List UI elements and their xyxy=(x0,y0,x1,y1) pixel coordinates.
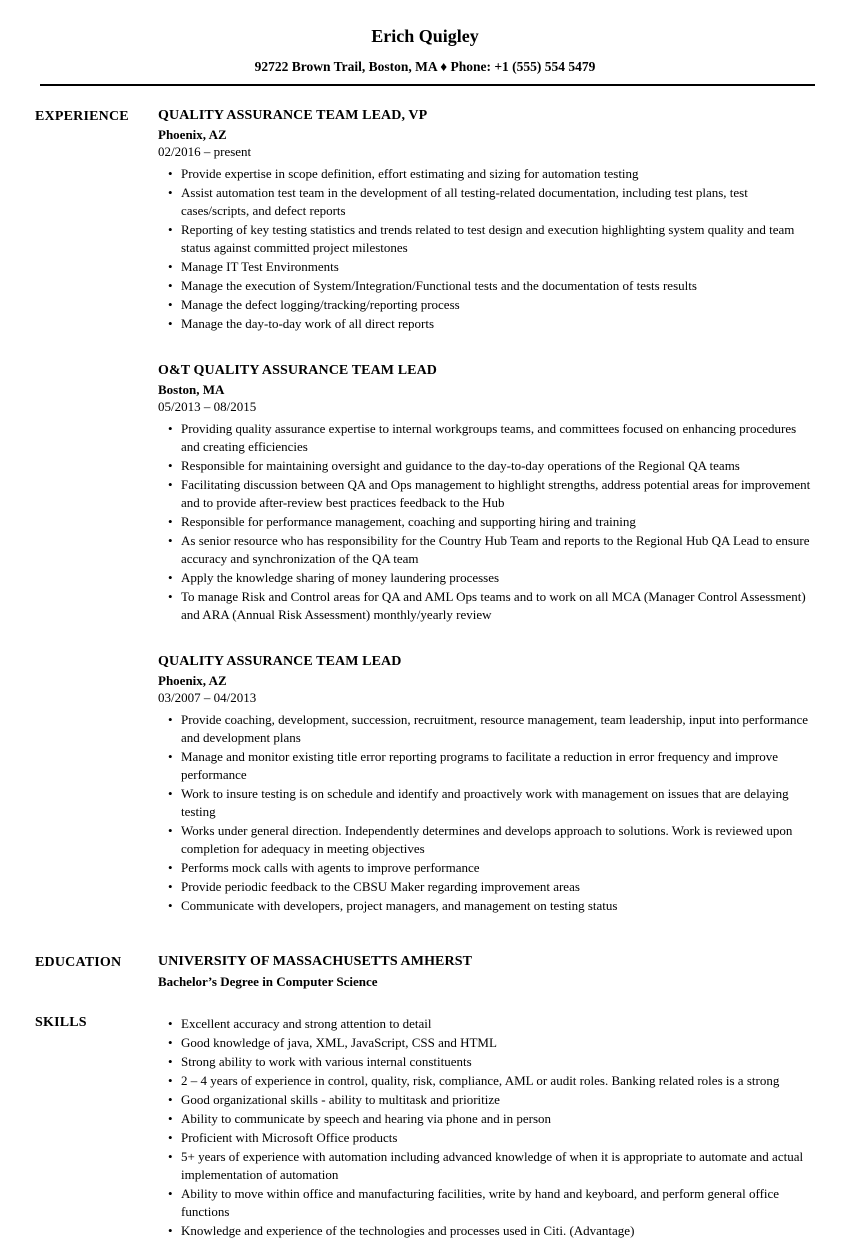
list-item: • To manage Risk and Control areas for QA and AML Ops teams and to work on all MCA (Manager Control Assessment) and ARA (Annual Risk Assessment) monthly/yearly review xyxy=(181,588,815,624)
list-item: • Work to insure testing is on schedule and identify and proactively work with management on issues that are delaying testing xyxy=(181,785,815,821)
job-dates: 05/2013 – 08/2015 xyxy=(158,399,257,414)
list-item: • Responsible for performance management, coaching and supporting hiring and training xyxy=(181,513,815,531)
school-name: UNIVERSITY OF MASSACHUSETTS AMHERST xyxy=(158,954,473,969)
job-bullet-list xyxy=(158,165,815,333)
list-item: • 2 – 4 years of experience in control, quality, risk, compliance, AML or audit roles. Banking related roles is a strong xyxy=(181,1072,815,1090)
resume-header xyxy=(35,22,815,75)
skills-body xyxy=(158,1014,815,1241)
list-item: • Strong ability to work with various internal constituents xyxy=(181,1053,815,1071)
section-experience xyxy=(35,108,815,916)
list-item: • Ability to communicate by speech and hearing via phone and in person xyxy=(181,1110,815,1128)
education-body xyxy=(158,954,815,990)
list-item: • Manage the execution of System/Integration/Functional tests and the documentation of tests results xyxy=(181,277,815,295)
list-item: • Good knowledge of java, XML, JavaScript, CSS and HTML xyxy=(181,1034,815,1052)
section-skills xyxy=(35,1014,815,1241)
list-item: • Performs mock calls with agents to improve performance xyxy=(181,859,815,877)
list-item: • Provide coaching, development, succession, recruitment, resource management, team leadership, input into performance and development plans xyxy=(181,711,815,747)
section-label-experience: EXPERIENCE xyxy=(35,109,129,124)
list-item: • Proficient with Microsoft Office products xyxy=(181,1129,815,1147)
list-item: • Reporting of key testing statistics and trends related to test design and execution highlighting system quality and team status against committed project milestones xyxy=(181,221,815,257)
skills-list xyxy=(158,1015,815,1240)
job-title: O&T QUALITY ASSURANCE TEAM LEAD xyxy=(158,363,438,378)
list-item: • Providing quality assurance expertise to internal workgroups teams, and committees focused on enhancing procedures and creating efficiencies xyxy=(181,420,815,456)
list-item: • Works under general direction. Independently determines and develops approach to solutions. Work is reviewed upon completion for adequacy in meeting objectives xyxy=(181,822,815,858)
list-item: • Communicate with developers, project managers, and management on testing status xyxy=(181,897,815,915)
list-item: • Provide expertise in scope definition, effort estimating and sizing for automation testing xyxy=(181,165,815,183)
list-item: • 5+ years of experience with automation including advanced knowledge of when it is appropriate to automate and actual implementation of automation xyxy=(181,1148,815,1184)
list-item: • Assist automation test team in the development of all testing-related documentation, including test plans, test cases/scripts, and defect reports xyxy=(181,184,815,220)
job-entry xyxy=(158,654,815,915)
list-item: • Responsible for maintaining oversight and guidance to the day-to-day operations of the Regional QA teams xyxy=(181,457,815,475)
job-bullet-list xyxy=(158,420,815,624)
section-label-education: EDUCATION xyxy=(35,955,122,970)
header-divider xyxy=(40,84,815,86)
job-entry xyxy=(158,108,815,333)
person-name: Erich Quigley xyxy=(371,26,479,46)
job-title: QUALITY ASSURANCE TEAM LEAD xyxy=(158,654,402,669)
list-item: • Manage and monitor existing title error reporting programs to facilitate a reduction in error frequency and improve performance xyxy=(181,748,815,784)
list-item: • Provide periodic feedback to the CBSU Maker regarding improvement areas xyxy=(181,878,815,896)
list-item: • As senior resource who has responsibility for the Country Hub Team and reports to the Regional Hub QA Lead to ensure accuracy and synchronization of the QA team xyxy=(181,532,815,568)
list-item: • Manage the defect logging/tracking/reporting process xyxy=(181,296,815,314)
job-location: Phoenix, AZ xyxy=(158,127,227,142)
list-item: • Good organizational skills - ability to multitask and prioritize xyxy=(181,1091,815,1109)
job-location: Phoenix, AZ xyxy=(158,673,227,688)
job-dates: 02/2016 – present xyxy=(158,144,252,159)
list-item: • Excellent accuracy and strong attention to detail xyxy=(181,1015,815,1033)
section-education xyxy=(35,954,815,990)
job-location: Boston, MA xyxy=(158,382,225,397)
list-item: • Manage the day-to-day work of all direct reports xyxy=(181,315,815,333)
list-item: • Knowledge and experience of the technologies and processes used in Citi. (Advantage) xyxy=(181,1222,815,1240)
list-item: • Facilitating discussion between QA and Ops management to highlight strengths, address potential areas for improvement and to provide after-review best practices feedback to the Hub xyxy=(181,476,815,512)
job-dates: 03/2007 – 04/2013 xyxy=(158,690,257,705)
experience-body xyxy=(158,108,815,916)
section-label-skills: SKILLS xyxy=(35,1015,87,1030)
resume-body xyxy=(35,108,815,1241)
degree-name: Bachelor’s Degree in Computer Science xyxy=(158,974,378,989)
list-item: • Apply the knowledge sharing of money laundering processes xyxy=(181,569,815,587)
contact-line: 92722 Brown Trail, Boston, MA ♦ Phone: +1 (555) 554 5479 xyxy=(254,59,596,74)
job-bullet-list xyxy=(158,711,815,915)
list-item: • Manage IT Test Environments xyxy=(181,258,815,276)
job-entry xyxy=(158,363,815,624)
list-item: • Ability to move within office and manufacturing facilities, write by hand and keyboard, and perform general office functions xyxy=(181,1185,815,1221)
job-title: QUALITY ASSURANCE TEAM LEAD, VP xyxy=(158,108,428,123)
